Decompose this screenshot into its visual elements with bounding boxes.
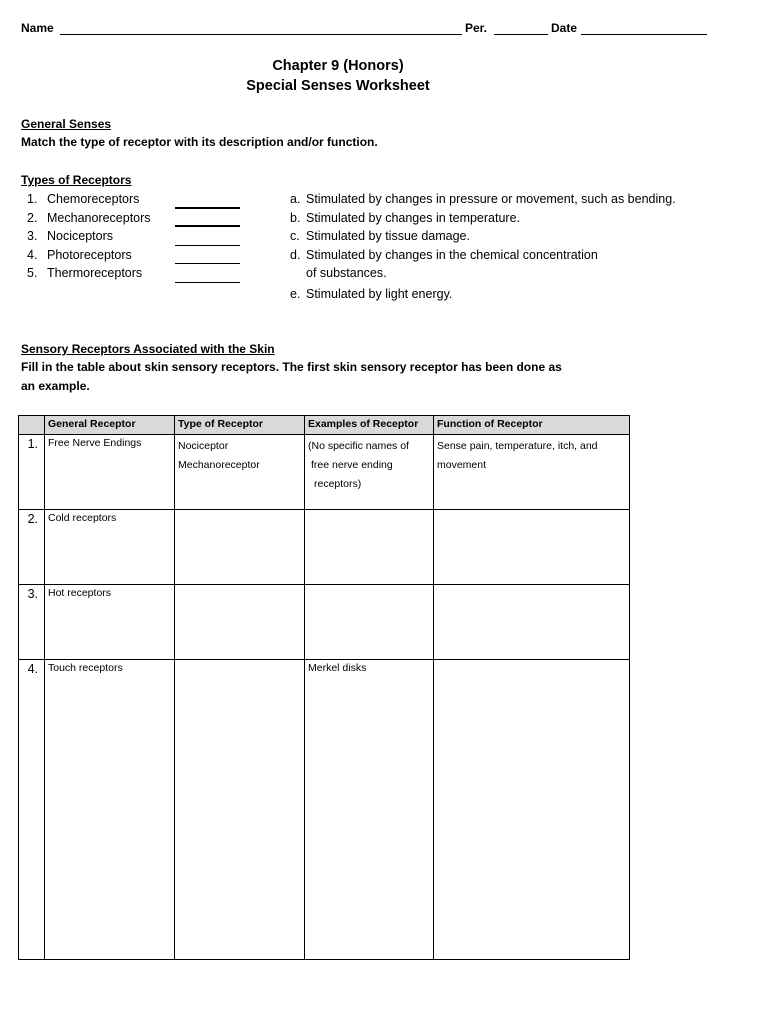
function-cell[interactable]: [434, 585, 630, 660]
list-item: [27, 264, 151, 283]
table-row: [19, 435, 630, 510]
table-row: [19, 510, 630, 585]
row-number: 4.: [19, 660, 45, 960]
row-number: 1.: [19, 435, 45, 510]
page-subtitle: Special Senses Worksheet: [246, 78, 430, 94]
examples-cell[interactable]: [305, 435, 434, 510]
item-label: Mechanoreceptors: [47, 210, 151, 225]
description-text: Stimulated by light energy.: [306, 286, 453, 301]
cell-text: Nociceptor: [178, 440, 229, 452]
general-senses-heading: General Senses: [21, 117, 112, 131]
skin-receptor-table: [18, 415, 630, 960]
type-cell[interactable]: [175, 435, 305, 510]
description-item: [290, 209, 676, 228]
item-number: 2.: [27, 210, 38, 225]
description-letter: a.: [290, 192, 301, 206]
general-receptor-cell: Touch receptors: [45, 660, 175, 960]
list-item: [27, 190, 151, 209]
cell-text: free nerve ending: [311, 459, 393, 471]
name-blank[interactable]: [60, 34, 462, 35]
table-row: [19, 585, 630, 660]
function-cell[interactable]: [434, 435, 630, 510]
examples-cell[interactable]: [305, 510, 434, 585]
description-text: Stimulated by changes in temperature.: [306, 210, 521, 225]
table-header-row: [19, 416, 630, 435]
list-item: [27, 209, 151, 228]
description-item: [290, 246, 676, 265]
function-cell[interactable]: [434, 660, 630, 960]
skin-section-heading: Sensory Receptors Associated with the Skin: [21, 342, 275, 356]
item-number: 1.: [27, 192, 38, 206]
description-list: [290, 190, 676, 304]
type-cell[interactable]: [175, 510, 305, 585]
description-text: of substances.: [306, 266, 387, 281]
general-senses-instruction: Match the type of receptor with its description and/or function.: [21, 135, 378, 149]
item-label: Thermoreceptors: [47, 266, 143, 281]
examples-cell[interactable]: Merkel disks: [305, 660, 434, 960]
receptor-list: [27, 190, 151, 283]
row-number: 2.: [19, 510, 45, 585]
type-cell[interactable]: [175, 660, 305, 960]
description-letter: c.: [290, 229, 300, 244]
item-label: Nociceptors: [47, 229, 113, 244]
date-blank[interactable]: [581, 34, 707, 35]
list-item: [27, 227, 151, 246]
header-number: [19, 416, 45, 435]
description-letter: e.: [290, 286, 301, 301]
period-blank[interactable]: [494, 34, 548, 35]
period-label: Per.: [465, 21, 488, 35]
description-text: Stimulated by tissue damage.: [306, 229, 470, 244]
description-item: [290, 285, 676, 304]
cell-text: receptors): [314, 478, 362, 490]
list-item: [27, 246, 151, 265]
header-examples: Examples of Receptor: [305, 416, 434, 435]
type-cell[interactable]: [175, 585, 305, 660]
page-title: Chapter 9 (Honors): [272, 58, 404, 74]
item-number: 4.: [27, 247, 38, 262]
description-text: Stimulated by changes in the chemical concentration: [306, 247, 598, 262]
item-number: 5.: [27, 266, 38, 281]
skin-instruction-line1: Fill in the table about skin sensory receptors. The first skin sensory receptor has been done as: [21, 360, 562, 374]
name-label: Name: [21, 21, 54, 35]
cell-text: Sense pain, temperature, itch, and: [437, 440, 598, 452]
cell-text: (No specific names of: [308, 440, 409, 452]
item-number: 3.: [27, 229, 38, 244]
description-letter: b.: [290, 210, 301, 225]
item-label: Chemoreceptors: [47, 192, 140, 206]
cell-text: Mechanoreceptor: [178, 459, 260, 471]
skin-instruction-line2: an example.: [21, 379, 90, 393]
header-type-of-receptor: Type of Receptor: [175, 416, 305, 435]
header-general-receptor: General Receptor: [45, 416, 175, 435]
table-row: [19, 660, 630, 960]
examples-cell[interactable]: [305, 585, 434, 660]
cell-text: movement: [437, 459, 487, 471]
function-cell[interactable]: [434, 510, 630, 585]
general-receptor-cell: Free Nerve Endings: [45, 435, 175, 510]
date-label: Date: [551, 21, 578, 35]
description-continuation: [290, 264, 676, 283]
description-item: [290, 190, 676, 209]
header-function: Function of Receptor: [434, 416, 630, 435]
description-letter: d.: [290, 247, 301, 262]
item-label: Photoreceptors: [47, 247, 132, 262]
general-receptor-cell: Hot receptors: [45, 585, 175, 660]
description-item: [290, 227, 676, 246]
general-receptor-cell: Cold receptors: [45, 510, 175, 585]
row-number: 3.: [19, 585, 45, 660]
description-text: Stimulated by changes in pressure or movement, such as bending.: [306, 192, 676, 206]
types-heading: Types of Receptors: [21, 173, 132, 187]
